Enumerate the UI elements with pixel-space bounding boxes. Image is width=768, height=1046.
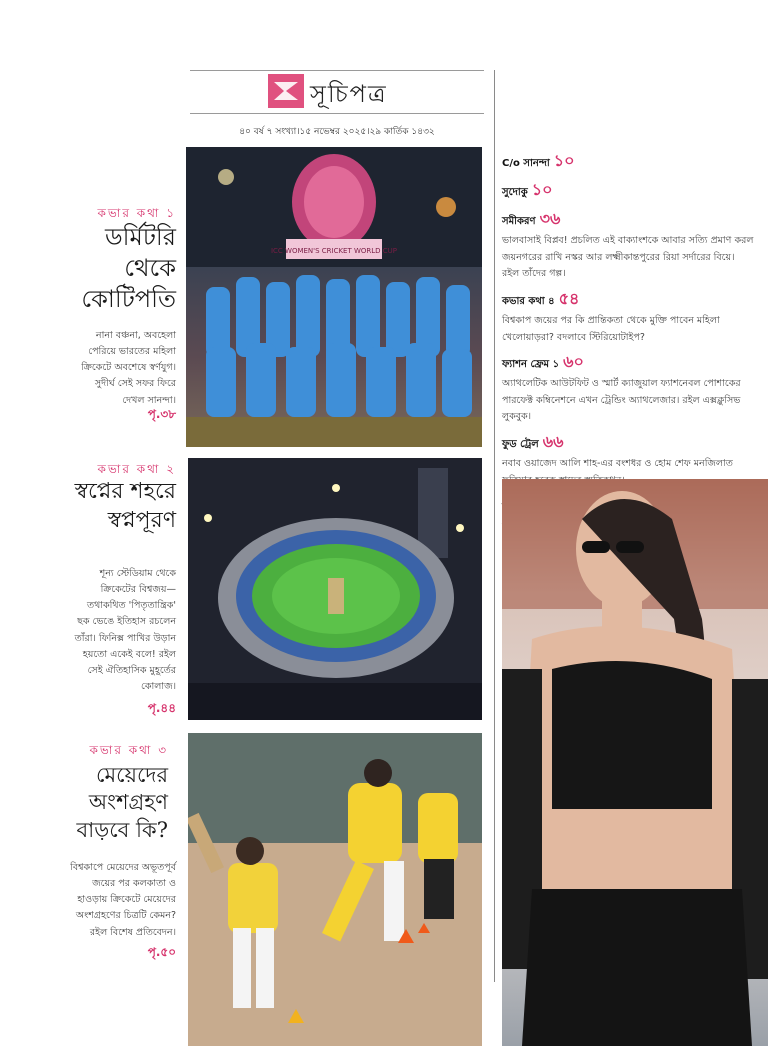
index-item-title: সুদোকু: [502, 187, 528, 198]
header-bottom-rule: [190, 113, 484, 114]
index-item-title: C/o সানন্দা: [502, 158, 550, 169]
page-title: সূচিপত্র: [310, 80, 388, 108]
issue-line: ৪০ বর্ষ ৭ সংখ্যা।১৫ নভেম্বর ২০২৫।২৯ কার্তিক ১৪৩২: [239, 127, 435, 137]
index-item-page: ৬০: [563, 352, 584, 372]
headline-line: অংশগ্রহণ: [88, 790, 168, 815]
blurb-line: রইল বিশেষ প্রতিবেদন।: [89, 926, 176, 938]
index-item[interactable]: [502, 148, 754, 175]
blurb-line: তাঁরা। ফিনিক্স পাখির উড়ান: [74, 632, 176, 644]
blurb-line: বিশ্বকাপে মেয়েদের অভূতপূর্ব: [70, 862, 176, 873]
index-item-title: ফ্যাশন ফ্রেম ১: [502, 359, 560, 371]
blurb-line: সুদীর্ঘ সেই সফর ফিরে: [94, 378, 176, 390]
blurb-line: শূন্য স্টেডিয়াম থেকে: [99, 568, 176, 579]
index-item[interactable]: [502, 286, 754, 346]
story-3-headline[interactable]: [40, 762, 168, 844]
column-divider: [494, 70, 495, 982]
blurb-line: তথাকথিত 'পিতৃতান্ত্রিক': [86, 600, 176, 612]
stadium-aerial-photo: [188, 458, 482, 720]
index-item-page: ৫৪: [558, 288, 580, 308]
header-top-rule: [190, 70, 484, 71]
index-item-desc: বিশ্বকাপ জয়ের পর কি প্রান্তিকতা থেকে মুক্তি পাবেন মহিলা খেলোয়াড়রা? বদলাবে স্টিরিয়োটাইপ?: [502, 314, 720, 343]
story-1-blurb: [40, 328, 176, 409]
index-item-page: ৬৬: [542, 432, 564, 451]
index-item[interactable]: [502, 177, 754, 204]
index-item-page: ১০: [553, 151, 575, 170]
headline-line: থেকে: [124, 254, 176, 283]
story-2-blurb: [30, 566, 176, 695]
headline-line: মেয়েদের: [95, 763, 168, 787]
blurb-line: জয়ের পর কলকাতা ও: [92, 878, 176, 890]
blurb-line: সেই ঐতিহাসিক মুহূর্তের: [87, 664, 176, 676]
blurb-line: নানা বঞ্চনা, অবহেলা: [95, 330, 176, 341]
headline-line: কোটিপতি: [81, 285, 176, 314]
index-item-desc: ভালবাসাই বিপ্লব! প্রচলিত এই বাক্যাংশকে আবার সত্যি প্রমাণ করল জয়নগরের রাখি নস্কর আর লক্ষ্মীকান্তপুরের রিয়া সর্দারের বিয়ে। রইল তাঁদের গল্প।: [502, 235, 754, 280]
story-3-page-link[interactable]: পৃ.৫০: [147, 945, 176, 959]
girls-cricket-practice-photo: [188, 733, 482, 1046]
headline-line: স্বপ্নের শহরে: [74, 479, 176, 504]
headline-line: ডর্মিটরি: [104, 223, 176, 251]
index-item[interactable]: [502, 206, 754, 283]
story-1-page-link[interactable]: পৃ.৩৮: [147, 407, 176, 421]
blurb-line: পেরিয়ে ভারতের মহিলা: [88, 346, 176, 358]
blurb-line: দেখল সানন্দা।: [122, 394, 176, 406]
blurb-line: কোলাজ।: [141, 680, 176, 692]
blurb-line: হাওড়ায় ক্রিকেটে মেয়েদের: [77, 894, 176, 906]
blurb-line: ছক ভেঙে ইতিহাস রচলেন: [77, 616, 176, 628]
blurb-line: অংশগ্রহণের চিত্রটি কেমন?: [75, 910, 176, 922]
trophy-banner-text: ICC WOMEN'S CRICKET WORLD CUP: [270, 247, 398, 255]
index-item-desc: অ্যাথলেটিক আউটফিট ও স্মার্ট ক্যাজুয়াল ফ্যাশনেবল পোশাকের পারফেক্ট কম্বিনেশনে এখন ট্রেন্ডিং অ্যাথলেজার। রইল এক্সক্লুসিভ লুকবুক।: [502, 378, 741, 423]
story-1-headline[interactable]: [40, 222, 176, 316]
index-item-page: ৩৬: [539, 209, 561, 228]
headline-line: বাড়বে কি?: [76, 817, 168, 842]
fashion-model-photo: [502, 479, 768, 1046]
index-item-desc: নবাব ওয়াজেদ আলি শাহ-এর বংশধর ও হোম শেফ মনজিলাত: [502, 458, 733, 469]
headline-line: স্বপ্নপূরণ: [107, 507, 176, 533]
blurb-line: ক্রিকেটে অবশেষে স্বর্ণযুগ।: [81, 362, 176, 374]
blurb-line: হয়তো একেই বলে! রইল: [82, 648, 176, 660]
story-1-kicker: কভার কথা ১: [97, 206, 176, 220]
index-item-page: ১০: [531, 180, 553, 199]
story-2-headline[interactable]: [20, 478, 176, 535]
team-celebration-photo: [186, 147, 482, 447]
index-item-title: ফুড ট্রেল: [502, 439, 539, 450]
story-2-kicker: কভার কথা ২: [97, 462, 176, 476]
story-3-kicker: কভার কথা ৩: [89, 743, 168, 757]
index-item-title: সমীকরণ: [502, 216, 536, 227]
index-item-title: কভার কথা ৪: [502, 295, 555, 307]
story-2-page-link[interactable]: পৃ.৪৪: [147, 701, 176, 715]
story-3-blurb: [20, 860, 176, 941]
index-item[interactable]: [502, 349, 754, 426]
blurb-line: ক্রিকেটের বিশ্বজয়—: [100, 584, 176, 596]
magazine-logo-icon: [268, 74, 304, 108]
